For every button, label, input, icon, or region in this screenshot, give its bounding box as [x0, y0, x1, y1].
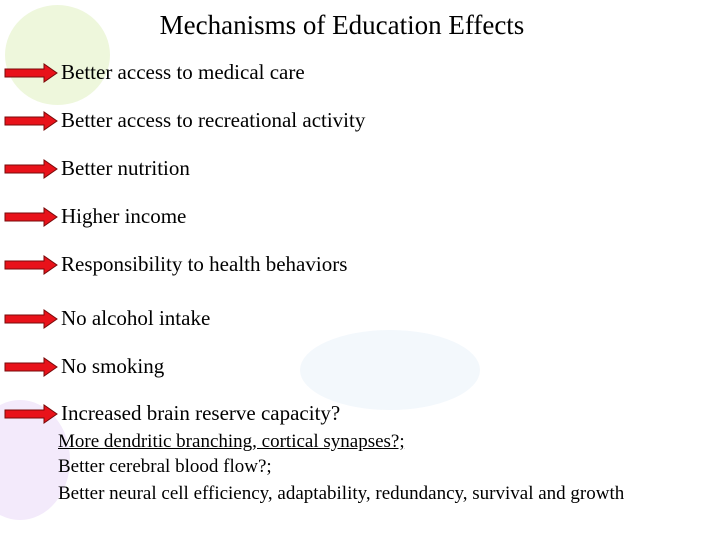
red-arrow-icon [4, 404, 58, 424]
bullet-text: No smoking [61, 354, 165, 378]
bullet-text: Increased brain reserve capacity? [61, 401, 341, 425]
bullet-item [4, 401, 340, 426]
blue-balloon-decoration [300, 330, 480, 410]
slide-title: Mechanisms of Education Effects [159, 10, 525, 40]
bullet-item [4, 156, 190, 181]
bullet-item [4, 60, 305, 85]
bullet-item [4, 354, 164, 379]
bullet-item [4, 204, 186, 229]
bullet-text: Responsibility to health behaviors [61, 252, 348, 276]
red-arrow-icon [4, 159, 58, 179]
red-arrow-icon [4, 63, 58, 83]
red-arrow-icon [4, 357, 58, 377]
bullet-text: No alcohol intake [61, 306, 211, 330]
bullet-text: Better access to recreational activity [61, 108, 366, 132]
bullet-text: Better nutrition [61, 156, 190, 180]
bullet-text: Higher income [61, 204, 187, 228]
sub-line: Better neural cell efficiency, adaptability, redundancy, survival and growth [58, 483, 625, 504]
red-arrow-icon [4, 309, 58, 329]
red-arrow-icon [4, 255, 58, 275]
bullet-text: Better access to medical care [61, 60, 305, 84]
sub-line: Better cerebral blood flow?; [58, 456, 272, 477]
bullet-item [4, 108, 365, 133]
bullet-item [4, 306, 210, 331]
bullet-item [4, 252, 347, 277]
red-arrow-icon [4, 207, 58, 227]
red-arrow-icon [4, 111, 58, 131]
sub-line: More dendritic branching, cortical synapses?; [58, 431, 405, 452]
